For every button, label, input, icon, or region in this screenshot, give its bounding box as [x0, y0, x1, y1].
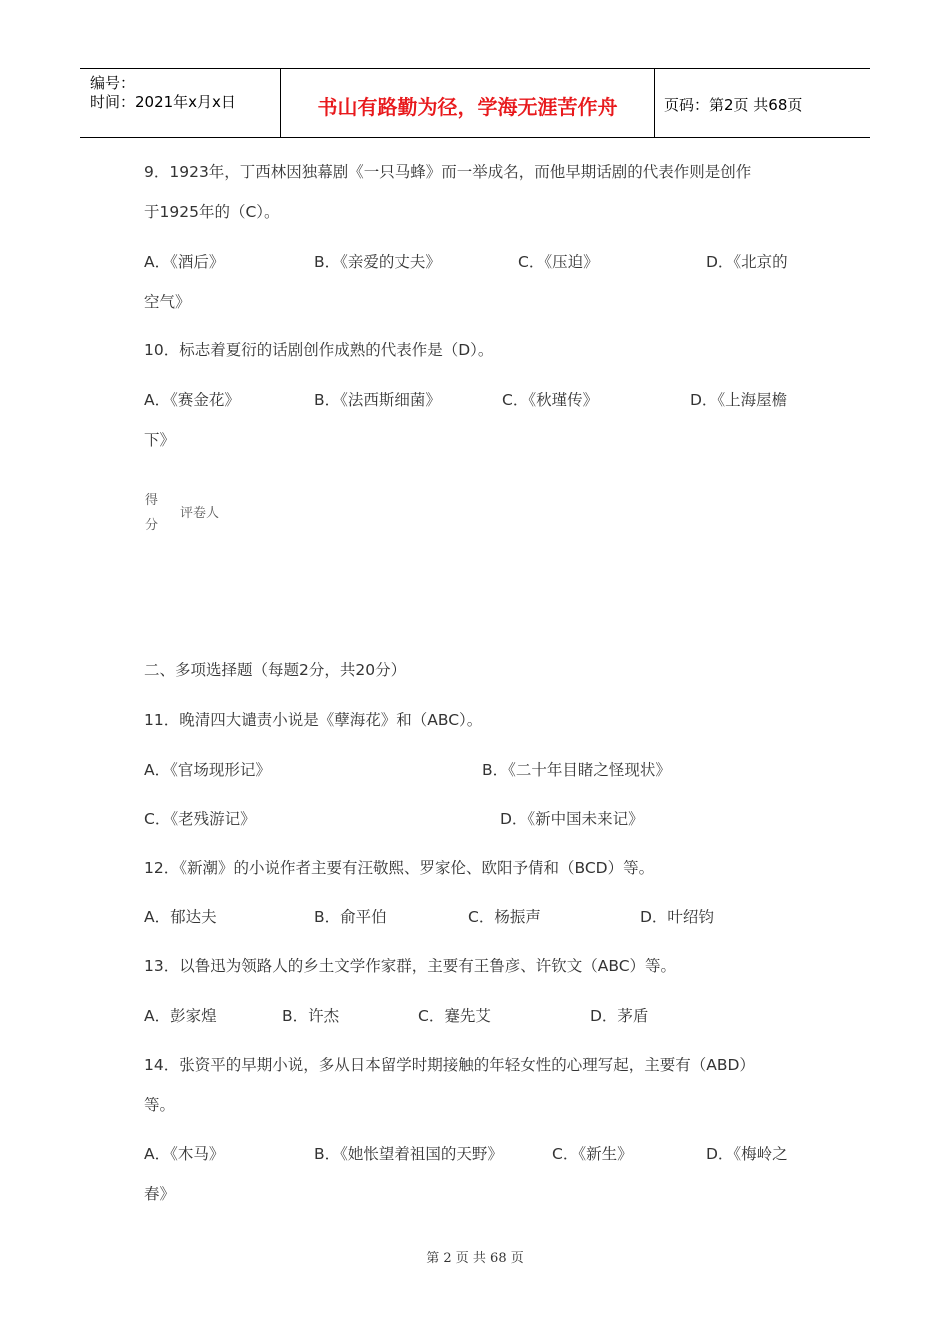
q9-option-d: D．《北京的 [706, 253, 788, 271]
score-label-2: 分 [145, 518, 159, 533]
q10-option-d-wrap: 下》 [144, 431, 176, 449]
q14-option-d: D．《梅岭之 [706, 1145, 788, 1163]
q9-stem-line2: 于1925年的（C）。 [144, 203, 280, 221]
q14-option-b: B．《她怅望着祖国的天野》 [314, 1145, 503, 1163]
q11-option-b: B．《二十年目睹之怪现状》 [482, 761, 671, 779]
q12-stem: 12．《新潮》的小说作者主要有汪敬熙、罗家伦、欧阳予倩和（BCD）等。 [144, 859, 655, 877]
header-meta-cell [80, 69, 280, 137]
page-footer: 第 2 页 共 68 页 [426, 1251, 524, 1266]
score-label-1: 得 [145, 493, 159, 508]
header-page-cell [654, 69, 870, 137]
q13-option-a: A．彭家煌 [144, 1007, 217, 1025]
q12-option-c: C．杨振声 [468, 908, 541, 926]
header-motto-cell [280, 69, 655, 137]
q10-option-b: B．《法西斯细菌》 [314, 391, 441, 409]
q14-option-d-wrap: 春》 [144, 1185, 176, 1203]
q14-stem-line2: 等。 [144, 1096, 176, 1114]
q11-option-a: A．《官场现形记》 [144, 761, 271, 779]
section2-title: 二、多项选择题（每题2分，共20分） [144, 661, 407, 679]
q9-option-d-wrap: 空气》 [144, 293, 191, 311]
grader-label: 评卷人 [180, 506, 220, 521]
q13-option-d: D．茅盾 [590, 1007, 649, 1025]
page-info: 页码：第2页 共68页 [664, 96, 803, 114]
q10-option-a: A．《赛金花》 [144, 391, 240, 409]
q13-option-b: B．许杰 [282, 1007, 340, 1025]
q13-stem: 13．以鲁迅为领路人的乡土文学作家群，主要有王鲁彦、许钦文（ABC）等。 [144, 957, 677, 975]
q11-option-c: C．《老残游记》 [144, 810, 256, 828]
q9-option-a: A．《酒后》 [144, 253, 225, 271]
q9-option-c: C．《压迫》 [518, 253, 599, 271]
page-header [80, 68, 870, 138]
time-label: 时间：2021年x月x日 [90, 93, 236, 111]
q12-option-d: D．叶绍钧 [640, 908, 714, 926]
q10-stem: 10．标志着夏衍的话剧创作成熟的代表作是（D）。 [144, 341, 494, 359]
q13-option-c: C．蹇先艾 [418, 1007, 491, 1025]
q9-stem-line1: 9．1923年，丁西林因独幕剧《一只马蜂》而一举成名，而他早期话剧的代表作则是创作 [144, 163, 752, 181]
q14-option-c: C．《新生》 [552, 1145, 633, 1163]
q14-stem-line1: 14．张资平的早期小说，多从日本留学时期接触的年轻女性的心理写起，主要有（ABD） [144, 1056, 755, 1074]
serial-label: 编号： [90, 74, 136, 92]
q12-option-b: B．俞平伯 [314, 908, 387, 926]
q11-option-d: D．《新中国未来记》 [500, 810, 644, 828]
q12-option-a: A．郁达夫 [144, 908, 217, 926]
motto: 书山有路勤为径，学海无涯苦作舟 [317, 95, 618, 119]
q10-option-c: C．《秋瑾传》 [502, 391, 599, 409]
q9-option-b: B．《亲爱的丈夫》 [314, 253, 441, 271]
q11-stem: 11．晚清四大谴责小说是《孽海花》和（ABC）。 [144, 711, 483, 729]
q10-option-d: D．《上海屋檐 [690, 391, 788, 409]
q14-option-a: A．《木马》 [144, 1145, 225, 1163]
